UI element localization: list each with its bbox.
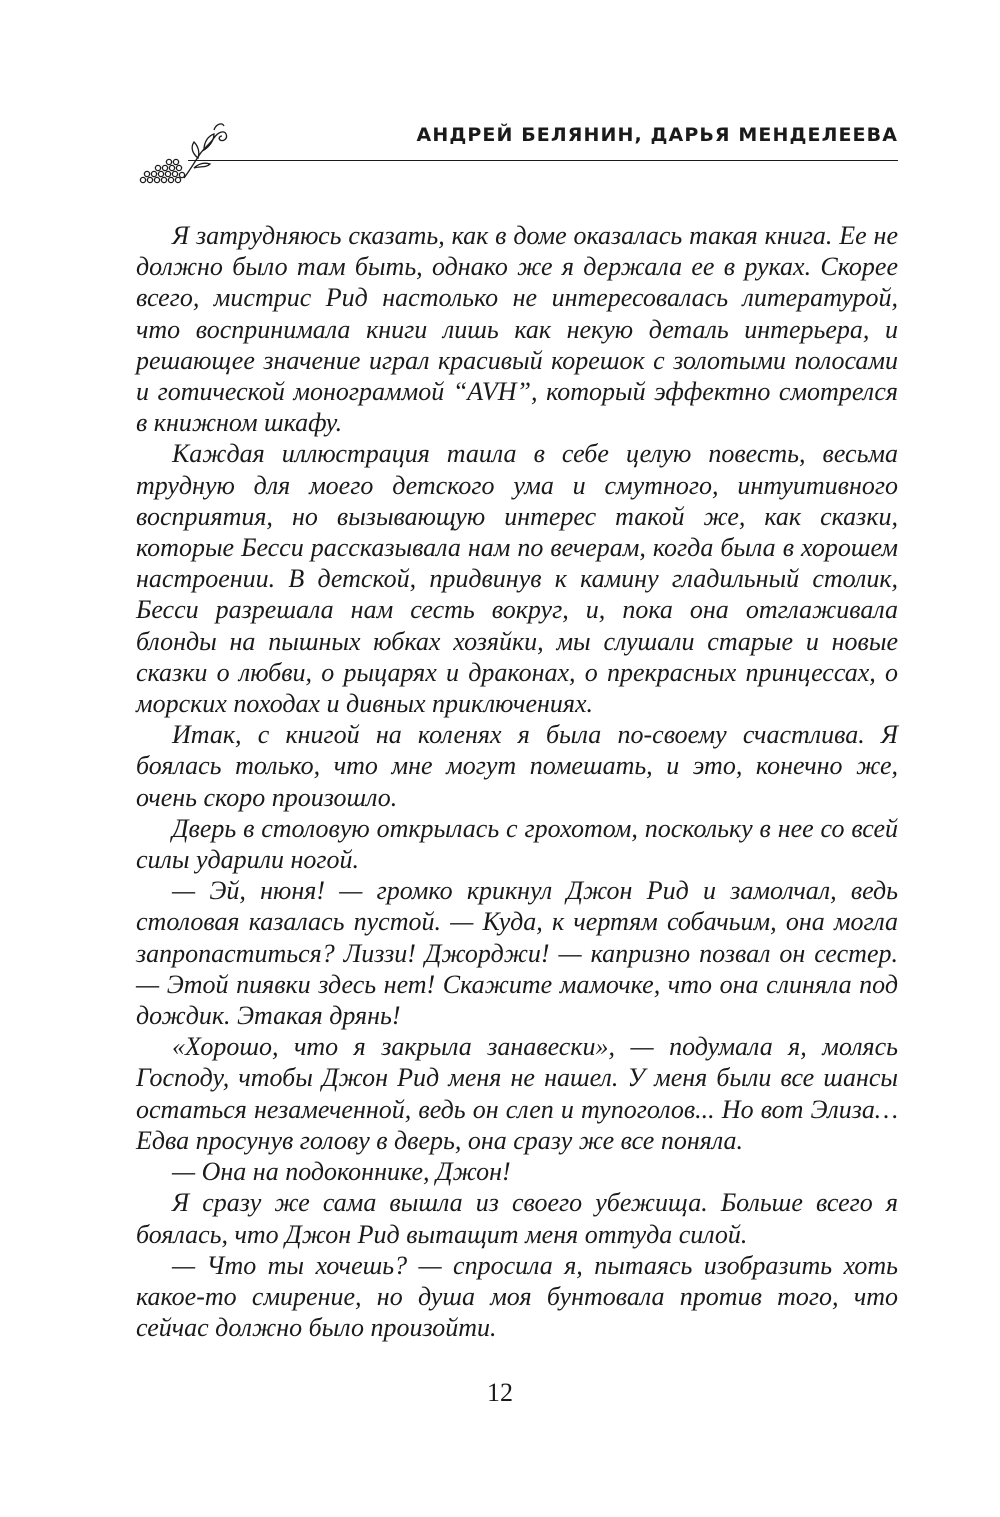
header-rule (188, 160, 898, 161)
paragraph: Итак, с книгой на коленях я была по-своему счастлива. Я боялась только, что мне могут помешать, и это, конечно же, очень скоро произошло. (136, 720, 898, 812)
dialog-paragraph: — Эй, нюня! — громко крикнул Джон Рид и замолчал, ведь столовая казалась пустой. — Куда, к чертям собачьим, она могла запропаститься? Лиззи! Джорджи! — капризно позвал он сестер. — Этой пиявки здесь нет! Скажите мамочке, что она слиняла под дождик. Этакая дрянь! (136, 876, 898, 1031)
body-text (136, 220, 898, 1343)
paragraph: Я затрудняюсь сказать, как в доме оказалась такая книга. Ее не должно было там быть, однако же я держала ее в руках. Скорее всего, мистрис Рид настолько не интересовалась литературой, что воспринимала книги лишь как некую деталь интерьера, и решающее значение играл красивый корешок с золотыми полосами и готической монограммой “AVH”, который эффектно смотрелся в книжном шкафу. (136, 221, 898, 438)
paragraph: Дверь в столовую открылась с грохотом, поскольку в нее со всей силы ударили ногой. (136, 813, 898, 875)
floral-vine-icon (138, 118, 238, 190)
paragraph: «Хорошо, что я закрыла занавески», — подумала я, молясь Господу, чтобы Джон Рид меня не нашел. У меня были все шансы остаться незамеченной, ведь он слеп и тупоголов... Но вот Элиза… Едва просунув голову в дверь, она сразу же все поняла. (136, 1032, 898, 1155)
page-number: 12 (487, 1378, 513, 1407)
paragraph: Я сразу же сама вышла из своего убежища. Больше всего я боялась, что Джон Рид вытащит меня оттуда силой. (136, 1188, 898, 1249)
running-head: АНДРЕЙ БЕЛЯНИН, ДАРЬЯ МЕНДЕЛЕЕВА (416, 124, 898, 146)
dialog-paragraph: — Что ты хочешь? — спросила я, пытаясь изобразить хоть какое-то смирение, но душа моя бунтовала против того, что сейчас должно было произойти. (136, 1250, 898, 1343)
dialog-paragraph: — Она на подоконнике, Джон! (172, 1157, 511, 1187)
paragraph: Каждая иллюстрация таила в себе целую повесть, весьма трудную для моего детского ума и смутного, интуитивного восприятия, но вызывающую интерес такой же, как сказки, которые Бесси рассказывала нам по вечерам, когда была в хорошем настроении. В детской, придвинув к камину гладильный столик, Бесси разрешала нам сесть вокруг, и, пока она отглаживала блонды на пышных юбках хозяйки, мы слушали старые и новые сказки о любви, о рыцарях и драконах, о прекрасных принцессах, о морских походах и дивных приключениях. (136, 439, 898, 719)
